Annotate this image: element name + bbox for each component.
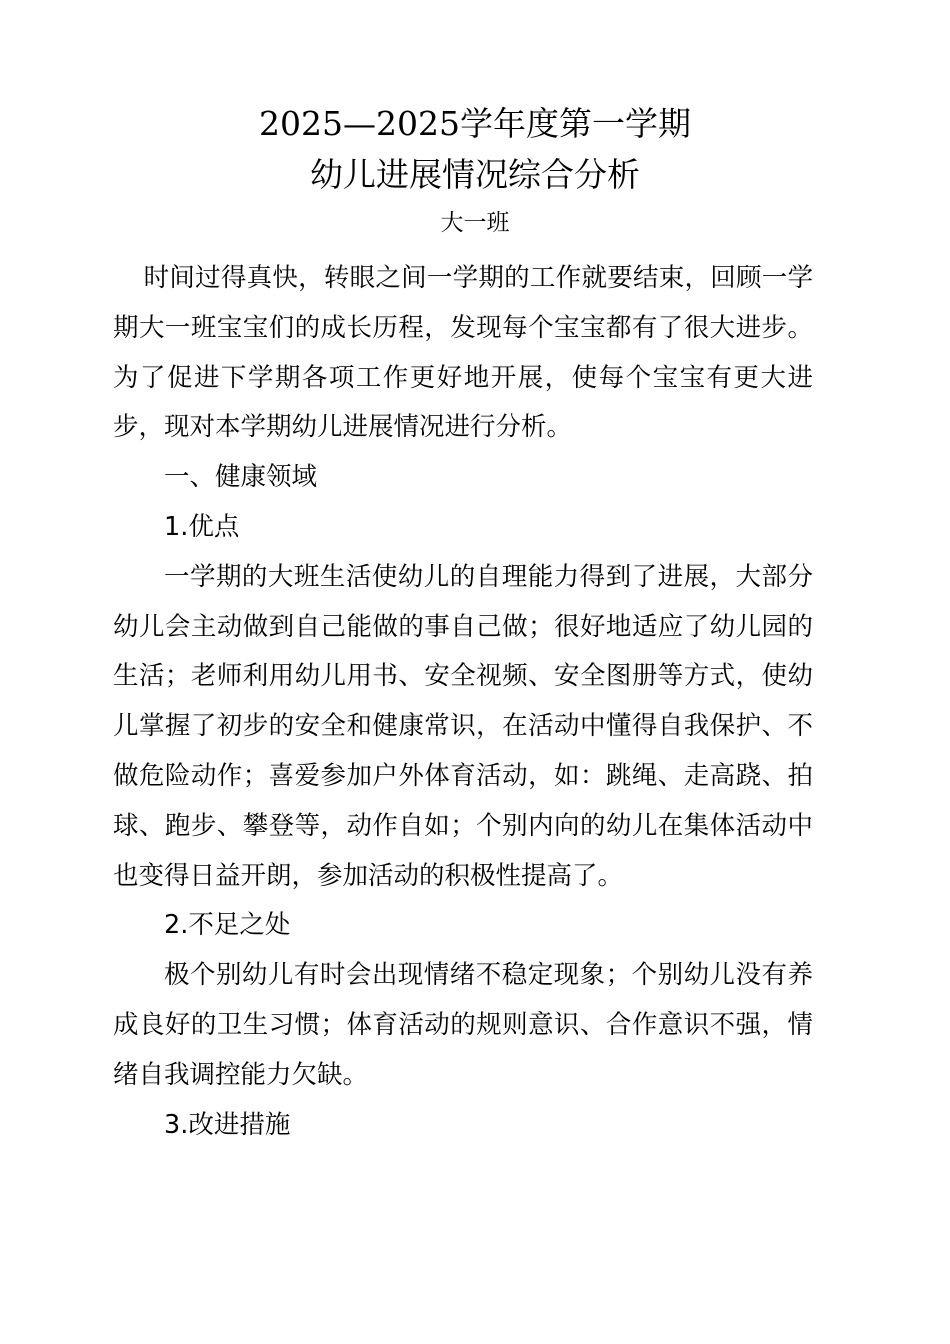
subheading-improvements: 3.改进措施 [164,1109,291,1140]
subheading-shortcomings: 2.不足之处 [164,910,291,941]
intro-paragraph: 时间过得真快，转眼之间一学期的工作就要结束，回顾一学期大一班宝宝们的成长历程，发现每个宝宝都有了很大进步。为了促进下学期各项工作更好地开展，使每个宝宝有更大进步，现对本学期幼儿进展情况进行分析。 [113,263,813,443]
document-body [113,254,813,1150]
subheading-strengths: 1.优点 [164,511,240,542]
document-title-line1: 2025—2025学年度第一学期 [259,104,691,143]
section-heading-health: 一、健康领域 [164,462,318,493]
document-title-line2: 幼儿进展情况综合分析 [310,155,640,194]
strengths-paragraph: 一学期的大班生活使幼儿的自理能力得到了进展，大部分幼儿会主动做到自己能做的事自己做；很好地适应了幼儿园的生活；老师利用幼儿用书、安全视频、安全图册等方式，使幼儿掌握了初步的安全和健康常识，在活动中懂得自我保护、不做危险动作；喜爱参加户外体育活动，如：跳绳、走高跷、拍球、跑步、攀登等，动作自如；个别内向的幼儿在集体活动中也变得日益开朗，参加活动的积极性提高了。 [113,561,813,891]
class-name: 大一班 [440,210,510,236]
shortcomings-paragraph: 极个别幼儿有时会出现情绪不稳定现象；个别幼儿没有养成良好的卫生习惯；体育活动的规则意识、合作意识不强，情绪自我调控能力欠缺。 [113,960,813,1090]
